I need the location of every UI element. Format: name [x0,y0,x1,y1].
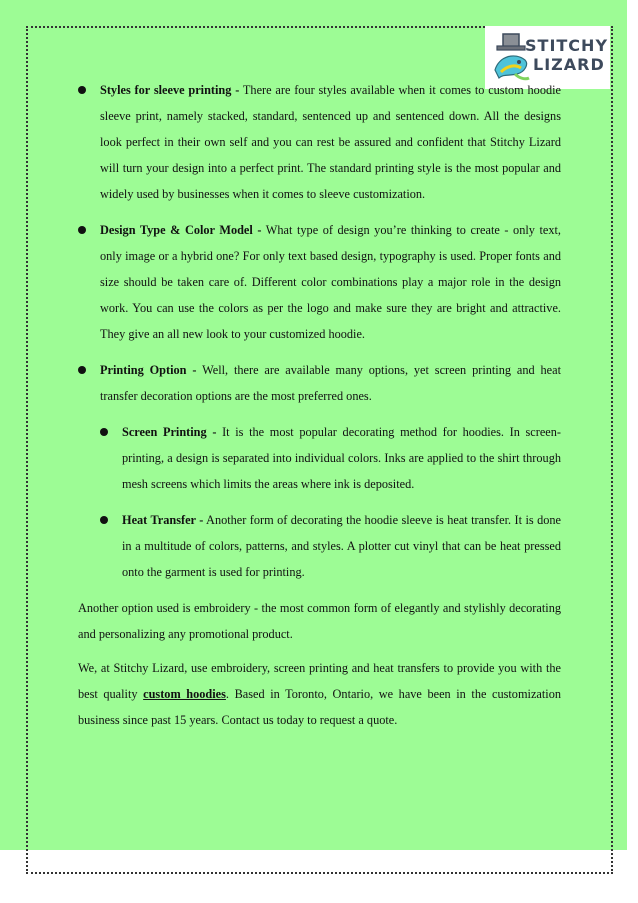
list-item-heading: Styles for sleeve printing - [100,83,240,97]
paragraph-closing-text-before: We, at Stitchy Lizard, use embroidery, screen printing and heat transfers to provide you with the best quality [78,661,561,701]
bullet-icon [78,366,86,374]
bullet-icon [78,226,86,234]
list-item-heading: Printing Option - [100,363,197,377]
list-item-text: Well, there are available many options, yet screen printing and heat transfer decoration options are the most preferred ones. [100,363,561,403]
bullet-icon [100,516,108,524]
sub-list-item [100,507,561,585]
list-item-heading: Design Type & Color Model - [100,223,262,237]
sub-list [100,419,561,585]
paragraph-closing [78,655,561,733]
logo-text-lizard: LIZARD [533,55,605,74]
sub-list-item-heading: Screen Printing - [122,425,217,439]
bullet-icon [100,428,108,436]
document-body [78,77,561,741]
paragraph-embroidery: Another option used is embroidery - the most common form of elegantly and stylishly decorating and personalizing any promotional product. [78,601,561,641]
sub-list-item-text: Another form of decorating the hoodie sleeve is heat transfer. It is done in a multitude of colors, patterns, and styles. A plotter cut vinyl that can be heat pressed onto the garment is used for printing. [122,513,561,579]
list-item [78,357,561,409]
sub-list-item [100,419,561,497]
bullet-icon [78,86,86,94]
custom-hoodies-link[interactable]: custom hoodies [143,687,226,701]
sub-list-item-text: It is the most popular decorating method for hoodies. In screen-printing, a design is separated into individual colors. Inks are applied to the shirt through mesh screens which limits the areas where ink is deposited. [122,425,561,491]
logo-text-stitchy: STITCHY [525,36,609,55]
list-item-text: What type of design you’re thinking to create - only text, only image or a hybrid one? For only text based design, typography is used. Proper fonts and size should be taken care of. Different color combinations play a major role in the design work. You can use the colors as per the logo and make sure they are bright and attractive. They give an all new look to your customized hoodie. [100,223,561,341]
logo-wordmark [525,36,608,74]
list-item [78,77,561,207]
sub-list-item-heading: Heat Transfer - [122,513,204,527]
paragraph-closing-text-after: . Based in Toronto, Ontario, we have been in the customization business since past 15 years. Contact us today to request a quote. [78,687,561,727]
list-item-text: There are four styles available when it comes to custom hoodie sleeve print, namely stacked, standard, sentenced up and sentenced down. All the designs look perfect in their own self and you can rest be assured and confident that Stitchy Lizard will turn your design into a perfect print. The standard printing style is the most popular and widely used by businesses when it comes to sleeve customization. [100,83,561,201]
list-item [78,217,561,347]
